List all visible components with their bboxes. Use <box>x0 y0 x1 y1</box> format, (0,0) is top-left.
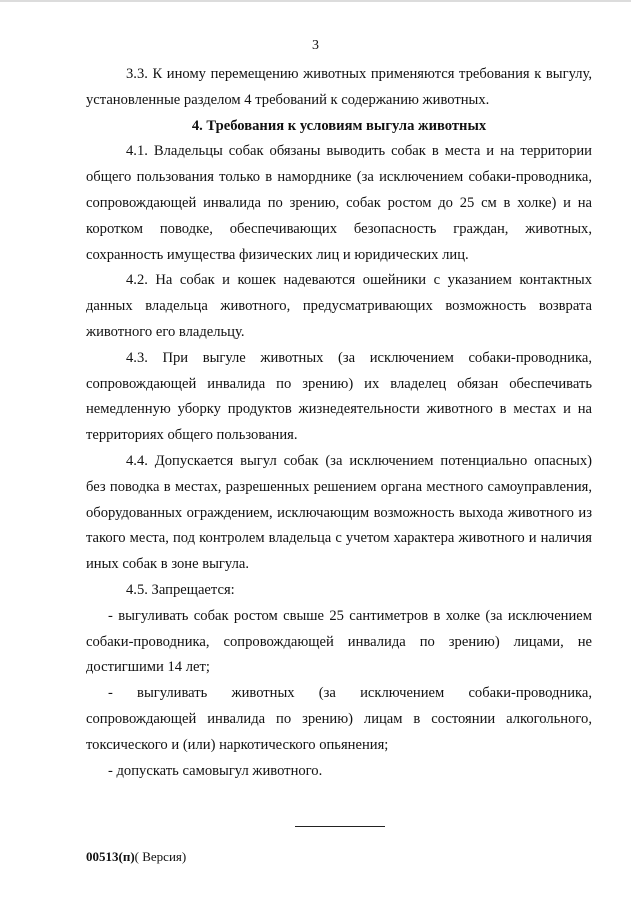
section-heading-4: 4. Требования к условиям выгула животных <box>191 117 487 134</box>
divider <box>295 826 385 827</box>
footer-code <box>86 849 186 865</box>
footer-version-label: ( Версия) <box>134 849 187 864</box>
paragraph-4-1: 4.1. Владельцы собак обязаны выводить собак в места и на территории общего пользования только в наморднике (за исключением собаки-проводника, сопровождающей инвалида по зрению, собак ростом до 25 см в холке) и на коротком поводке, обеспечивающих безопасность граждан, животных, сохранность имущества физических лиц и юридических лиц. <box>86 143 592 263</box>
paragraph-3-3: 3.3. К иному перемещению животных применяются требования к выгулу, установленные разделом 4 требований к содержанию животных. <box>86 66 592 108</box>
page-number: 3 <box>312 38 319 53</box>
paragraph-4-5: 4.5. Запрещается: <box>126 581 235 598</box>
paragraph-4-4: 4.4. Допускается выгул собак (за исключением потенциально опасных) без поводка в местах, разрешенных решением органа местного самоуправления, оборудованных ограждением, исключающим возможность выхода животного из такого места, под контролем владельца с учетом характера животного и наличия иных собак в зоне выгула. <box>86 452 592 573</box>
paragraph-4-2: 4.2. На собак и кошек надеваются ошейники с указанием контактных данных владельца животного, предусматривающих возможность возврата животного его владельцу. <box>86 272 592 340</box>
list-item: - выгуливать животных (за исключением собаки-проводника, сопровождающей инвалида по зрению) лицам в состоянии алкогольного, токсического и (или) наркотического опьянения; <box>86 685 592 753</box>
footer-code-number: 00513(п) <box>86 849 135 864</box>
list-item: - выгуливать собак ростом свыше 25 сантиметров в холке (за исключением собаки-проводника, сопровождающей инвалида по зрению) лицами, не достигшими 14 лет; <box>86 607 592 676</box>
paragraph-4-3: 4.3. При выгуле животных (за исключением собаки-проводника, сопровождающей инвалида по зрению) их владелец обязан обеспечивать немедленную уборку продуктов жизнедеятельности животного в местах и на территориях общего пользования. <box>86 349 592 444</box>
list-item: - допускать самовыгул животного. <box>108 762 323 779</box>
document-body <box>86 62 592 784</box>
scan-edge-line <box>0 0 631 2</box>
